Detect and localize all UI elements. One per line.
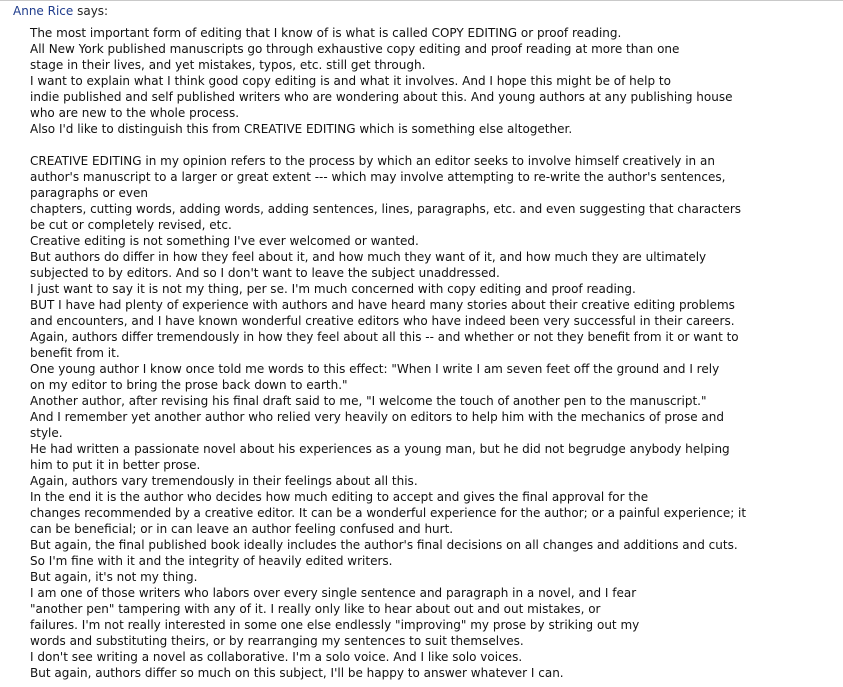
comment-line: Another author, after revising his final draft said to me, "I welcome the touch of another pen to the manuscript." xyxy=(30,394,707,408)
comment-line: Creative editing is not something I've ever welcomed or wanted. xyxy=(30,234,419,248)
comment-header xyxy=(13,3,108,19)
comment-line: benefit from it. xyxy=(30,346,120,360)
comment-line: stage in their lives, and yet mistakes, typos, etc. still get through. xyxy=(30,58,426,72)
comment-line: him to put it in better prose. xyxy=(30,458,201,472)
says-label: says: xyxy=(73,4,109,18)
paragraph-break xyxy=(30,137,830,153)
comment-line: BUT I have had plenty of experience with authors and have heard many stories about their creative editing problems xyxy=(30,298,735,312)
author-link[interactable]: Anne Rice xyxy=(13,4,74,18)
comment-line: So I'm fine with it and the integrity of heavily edited writers. xyxy=(30,554,393,568)
comment-line: author's manuscript to a larger or great extent --- which may involve attempting to re-write the author's sentences, xyxy=(30,170,726,184)
comment-line: And I remember yet another author who relied very heavily on editors to help him with the mechanics of prose and xyxy=(30,410,724,424)
comment-line: "another pen" tampering with any of it. I really only like to hear about out and out mistakes, or xyxy=(30,602,601,616)
comment-line: changes recommended by a creative editor. It can be a wonderful experience for the author; or a painful experience; it xyxy=(30,506,747,520)
comment-line: But again, it's not my thing. xyxy=(30,570,198,584)
comment-line: But authors do differ in how they feel about it, and how much they want of it, and how much they are ultimately xyxy=(30,250,707,264)
comment-line: style. xyxy=(30,426,63,440)
comment-line: CREATIVE EDITING in my opinion refers to the process by which an editor seeks to involve himself creatively in an xyxy=(30,154,715,168)
comment-line: can be beneficial; or in can leave an author feeling confused and hurt. xyxy=(30,522,454,536)
comment-line: failures. I'm not really interested in some one else endlessly "improving" my prose by striking out my xyxy=(30,618,640,632)
comment-line: But again, authors differ so much on this subject, I'll be happy to answer whatever I can. xyxy=(30,666,564,680)
comment-line: One young author I know once told me words to this effect: "When I write I am seven feet off the ground and I rely xyxy=(30,362,720,376)
comment-body xyxy=(30,25,830,681)
comment-line: Also I'd like to distinguish this from CREATIVE EDITING which is something else altogether. xyxy=(30,122,573,136)
comment-line: be cut or completely revised, etc. xyxy=(30,218,232,232)
comment-line: The most important form of editing that I know of is what is called COPY EDITING or proof reading. xyxy=(30,26,622,40)
comment-line: I just want to say it is not my thing, per se. I'm much concerned with copy editing and proof reading. xyxy=(30,282,636,296)
comment-line: In the end it is the author who decides how much editing to accept and gives the final approval for the xyxy=(30,490,649,504)
comment-line: Again, authors differ tremendously in how they feel about all this -- and whether or not they benefit from it or want to xyxy=(30,330,739,344)
comment-line: words and substituting theirs, or by rearranging my sentences to suit themselves. xyxy=(30,634,524,648)
comment-line: But again, the final published book ideally includes the author's final decisions on all changes and additions and cuts. xyxy=(30,538,738,552)
comment-line: indie published and self published writers who are wondering about this. And young authors at any publishing house xyxy=(30,90,733,104)
comment-line: I want to explain what I think good copy editing is and what it involves. And I hope this might be of help to xyxy=(30,74,671,88)
comment-line: paragraphs or even xyxy=(30,186,149,200)
comment-line: He had written a passionate novel about his experiences as a young man, but he did not begrudge anybody helping xyxy=(30,442,730,456)
comment-line: All New York published manuscripts go through exhaustive copy editing and proof reading at more than one xyxy=(30,42,680,56)
comment-line: Again, authors vary tremendously in their feelings about all this. xyxy=(30,474,418,488)
comment-line: I am one of those writers who labors over every single sentence and paragraph in a novel, and I fear xyxy=(30,586,637,600)
comment-line: on my editor to bring the prose back down to earth." xyxy=(30,378,348,392)
comment-line: chapters, cutting words, adding words, adding sentences, lines, paragraphs, etc. and even suggesting that characters xyxy=(30,202,742,216)
comment-line: I don't see writing a novel as collaborative. I'm a solo voice. And I like solo voices. xyxy=(30,650,523,664)
comment-line: and encounters, and I have known wonderful creative editors who have indeed been very successful in their careers. xyxy=(30,314,735,328)
comment-line: subjected to by editors. And so I don't want to leave the subject unaddressed. xyxy=(30,266,500,280)
comment-line: who are new to the whole process. xyxy=(30,106,240,120)
